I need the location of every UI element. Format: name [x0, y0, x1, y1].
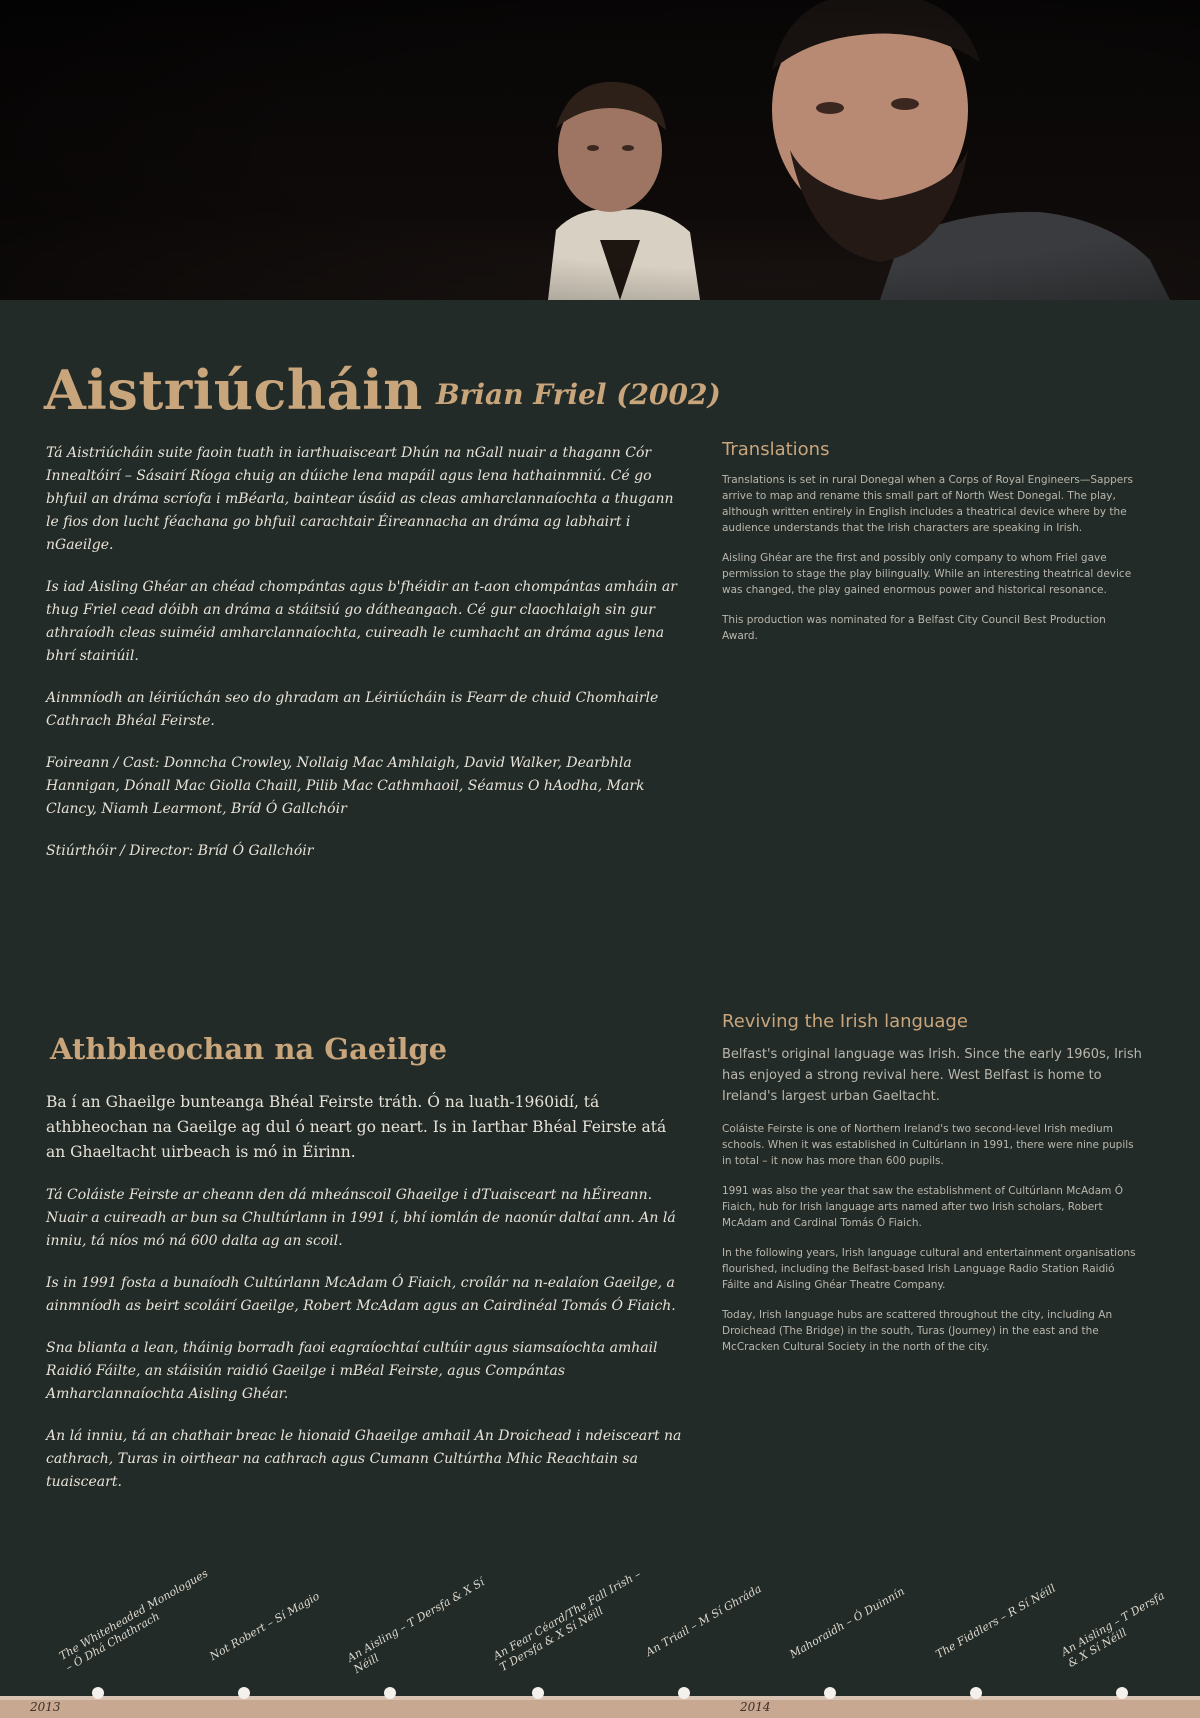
header-photo — [0, 0, 1200, 300]
timeline-label: Mahoraidh – Ó Duinnín — [787, 1584, 907, 1661]
actors-photo-illustration — [0, 0, 1200, 300]
english-section-translations — [722, 439, 1142, 658]
english-paragraph: This production was nominated for a Belfast City Council Best Production Award. — [722, 614, 1106, 642]
english-paragraph: Aisling Ghéar are the first and possibly only company to whom Friel gave permission to stage the play bilingually. While an interesting theatrical device was changed, the play gained enormous power and historical resonance. — [722, 552, 1132, 596]
timeline-label: Not Robert – Sí Magio — [207, 1589, 322, 1663]
irish-paragraph: Is iad Aisling Ghéar an chéad chompántas agus b'fhéidir an t-aon chompántas amháin ar thug Friel cead dóibh an dráma a stáitsiú go dátheangach. Cé gur claochlaigh sin gur athraíodh cleas suiméid amharclannaíochta, cuireadh le cumhacht an dráma agus lena bhrí stairiúil. — [46, 579, 677, 664]
english-lead-paragraph: Belfast's original language was Irish. Since the early 1960s, Irish has enjoyed a strong revival here. West Belfast is home to Ireland's largest urban Gaeltacht. — [722, 1047, 1142, 1104]
page-subtitle: Brian Friel (2002) — [436, 378, 721, 411]
irish-section-revival — [46, 1090, 686, 1513]
timeline-label: An Aisling – T Dersfa & X Sí Néill — [1059, 1588, 1167, 1670]
irish-paragraph: An lá inniu, tá an chathair breac le hionaid Ghaeilge amhail An Droichead i ndeisceart na cathrach, Turas in oirthear na cathrach agus Cumann Cultúrtha Mhic Reachtain sa tuaisceart. — [46, 1428, 682, 1490]
timeline-label: The Fiddlers – R Sí Néill — [933, 1581, 1058, 1661]
timeline-dot — [1116, 1687, 1128, 1699]
timeline-band — [0, 1700, 1200, 1718]
section-title-revival: Athbheochan na Gaeilge — [50, 1032, 448, 1066]
cast-list: Foireann / Cast: Donncha Crowley, Nollaig Mac Amhlaigh, David Walker, Dearbhla Hannigan, Dónall Mac Giolla Chaill, Pilib Mac Cathmhaoil, Séamus O hAodha, Mark Clancy, Niamh Learmont, Bríd Ó Gallchóir — [46, 755, 645, 817]
timeline-year: 2014 — [740, 1700, 771, 1714]
english-paragraph: Coláiste Feirste is one of Northern Ireland's two second-level Irish medium schools. When it was established in Cultúrlann in 1991, there were nine pupils in total – it now has more than 600 pupils. — [722, 1123, 1134, 1167]
timeline-dot — [970, 1687, 982, 1699]
irish-lead-paragraph: Ba í an Ghaeilge bunteanga Bhéal Feirste tráth. Ó na luath-1960idí, tá athbheochan na Gaeilge ag dul ó neart go neart. Is in Iarthar Bhéal Feirste atá an Ghaeltacht uirbeach is mó in Éirinn. — [46, 1093, 667, 1161]
page-title: Aistriúcháin — [44, 358, 423, 422]
irish-paragraph: Tá Aistriúcháin suite faoin tuath in iarthuaisceart Dhún na nGall nuair a thagann Cór Innealtóirí – Sásairí Ríoga chuig an dúiche lena mapáil agus lena hathainmniú. Cé go bhfuil an dráma scríofa i mBéarla, baintear úsáid as cleas amharclannaíochta a thugann le fios don lucht féachana go bhfuil carachtair Éireannacha an dráma ag labhairt i nGaeilge. — [46, 445, 674, 553]
english-heading: Reviving the Irish language — [722, 1011, 968, 1032]
timeline-label: An Triail – M Sí Ghráda — [643, 1582, 764, 1659]
timeline-label: An Fear Céard/The Fall Irish – T Dersfa & X Sí Néill — [491, 1567, 644, 1674]
irish-paragraph: Sna blianta a lean, tháinig borradh faoi eagraíochtaí cultúir agus siamsaíochta amhail Raidió Fáilte, an stáisiún raidió Gaeilge i mBéal Feirste, agus Compántas Amharclannaíochta Aisling Ghéar. — [46, 1340, 658, 1402]
timeline-label: The Whiteheaded Monologues – Ó Dhá Chathrach — [57, 1566, 211, 1674]
timeline-year: 2013 — [30, 1700, 61, 1714]
english-paragraph: Today, Irish language hubs are scattered throughout the city, including An Droichead (The Bridge) in the south, Turas (Journey) in the east and the McCracken Cultural Society in the north of the city. — [722, 1309, 1113, 1353]
irish-paragraph: Ainmníodh an léiriúchán seo do ghradam an Léiriúcháin is Fearr de chuid Chomhairle Cathrach Bhéal Feirste. — [46, 690, 659, 729]
director-credit: Stiúrthóir / Director: Bríd Ó Gallchóir — [46, 843, 314, 859]
english-paragraph: 1991 was also the year that saw the establishment of Cultúrlann McAdam Ó Fiaich, hub for Irish language arts named after two Irish scholars, Robert McAdam and Cardinal Tomás Ó Fiaich. — [722, 1185, 1123, 1229]
timeline-dot — [824, 1687, 836, 1699]
timeline-label: An Aisling – T Dersfa & X Sí Néill — [345, 1575, 487, 1676]
english-paragraph: In the following years, Irish language cultural and entertainment organisations flourished, including the Belfast-based Irish Language Radio Station Raidió Fáilte and Aisling Ghéar Theatre Company. — [722, 1247, 1136, 1291]
english-section-revival — [722, 1011, 1142, 1369]
timeline-dot — [384, 1687, 396, 1699]
english-heading: Translations — [722, 439, 830, 460]
timeline-dot — [238, 1687, 250, 1699]
timeline-dot — [92, 1687, 104, 1699]
irish-section-translations — [46, 442, 686, 882]
timeline-dot — [532, 1687, 544, 1699]
irish-paragraph: Is in 1991 fosta a bunaíodh Cultúrlann McAdam Ó Fiaich, croílár na n-ealaíon Gaeilge, a ainmníodh as beirt scoláirí Gaeilge, Robert McAdam agus an Cairdinéal Tomás Ó Fiaich. — [46, 1275, 676, 1314]
english-paragraph: Translations is set in rural Donegal when a Corps of Royal Engineers—Sappers arrive to map and rename this small part of North West Donegal. The play, although written entirely in English includes a theatrical device where by the audience understands that the Irish characters are speaking in Irish. — [722, 474, 1134, 534]
irish-paragraph: Tá Coláiste Feirste ar cheann den dá mheánscoil Ghaeilge i dTuaisceart na hÉireann. Nuair a cuireadh ar bun sa Chultúrlann in 1991 í, bhí iomlán de naonúr daltaí ann. An lá inniu, tá níos mó ná 600 dalta ag an scoil. — [46, 1187, 676, 1249]
timeline-dot — [678, 1687, 690, 1699]
